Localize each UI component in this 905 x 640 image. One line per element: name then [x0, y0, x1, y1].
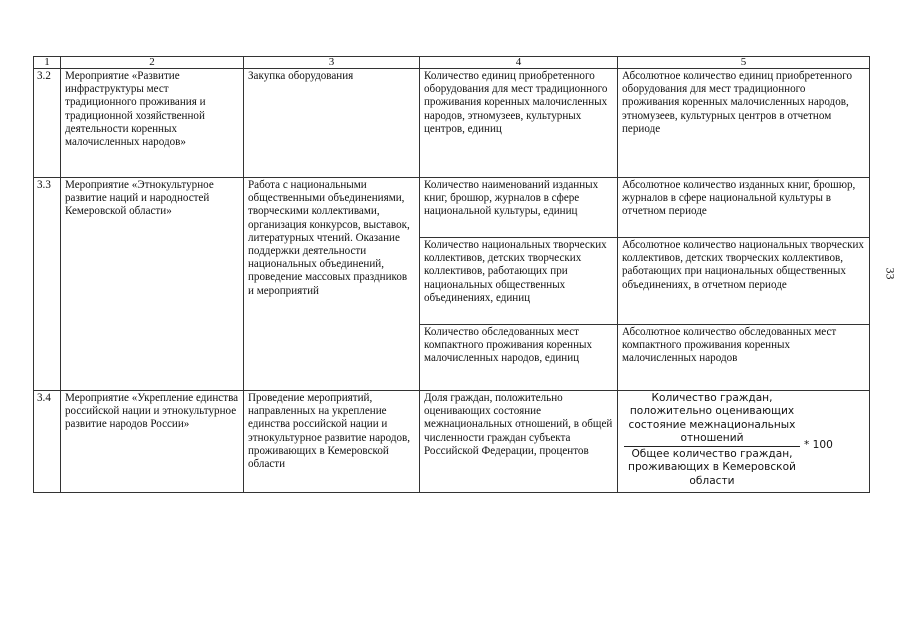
- event-cell: Мероприятие «Этнокультурное развитие наций и народностей Кемеровской области»: [61, 178, 244, 391]
- event-cell: Мероприятие «Развитие инфраструктуры мест традиционного проживания и традиционной хозяйственной деятельности коренных малочисленных народов»: [61, 69, 244, 178]
- row-number: 3.2: [34, 69, 61, 178]
- indicator-method-cell: Абсолютное количество национальных творческих коллективов, детских творческих коллективов, работающих при национальных общественных объединениях, в отчетном периоде: [618, 238, 870, 325]
- action-cell: Работа с национальными общественными объединениями, творческими коллективами, организация конкурсов, выставок, литературных чтений. Оказание поддержки деятельности национальных объединений, проведение массовых праздников и мероприятий: [244, 178, 420, 391]
- header-cell-3: 3: [244, 57, 420, 69]
- indicator-method-cell: Абсолютное количество единиц приобретенного оборудования для мест традиционного проживания коренных малочисленных народов, этномузеев, культурных центров в отчетном периоде: [618, 69, 870, 178]
- indicator-method-cell: [618, 391, 870, 493]
- header-cell-4: 4: [420, 57, 618, 69]
- formula-multiplier: * 100: [804, 439, 833, 451]
- header-cell-5: 5: [618, 57, 870, 69]
- formula-numerator: Количество граждан, положительно оценивающих состояние межнациональных отношений: [624, 392, 800, 447]
- indicator-method-cell: Абсолютное количество обследованных мест компактного проживания коренных малочисленных народов: [618, 325, 870, 391]
- indicator-name-cell: Количество обследованных мест компактного проживания коренных малочисленных народов, единиц: [420, 325, 618, 391]
- indicator-name-cell: Доля граждан, положительно оценивающих состояние межнациональных отношений, в общей численности граждан субъекта Российской Федерации, процентов: [420, 391, 618, 493]
- indicator-name-cell: Количество единиц приобретенного оборудования для мест традиционного проживания коренных малочисленных народов, этномузеев, культурных центров, единиц: [420, 69, 618, 178]
- header-row: [34, 57, 870, 69]
- header-cell-2: 2: [61, 57, 244, 69]
- row-number: 3.4: [34, 391, 61, 493]
- action-cell: Закупка оборудования: [244, 69, 420, 178]
- indicator-method-cell: Абсолютное количество изданных книг, брошюр, журналов в сфере национальной культуры в отчетном периоде: [618, 178, 870, 238]
- table-row: [34, 69, 870, 178]
- indicators-table: [33, 56, 870, 493]
- header-cell-1: 1: [34, 57, 61, 69]
- indicator-name-cell: Количество национальных творческих коллективов, детских творческих коллективов, работающих при национальных общественных объединениях, единиц: [420, 238, 618, 325]
- table-row: [34, 178, 870, 238]
- indicator-name-cell: Количество наименований изданных книг, брошюр, журналов в сфере национальной культуры, единиц: [420, 178, 618, 238]
- formula-fraction: [624, 392, 800, 488]
- page-number: 33: [883, 267, 898, 280]
- row-number: 3.3: [34, 178, 61, 391]
- action-cell: Проведение мероприятий, направленных на укрепление единства российской нации и этнокультурное развитие народов, проживающих в Кемеровской области: [244, 391, 420, 493]
- formula: [622, 392, 865, 488]
- table-row: [34, 391, 870, 493]
- document-sheet: [33, 56, 870, 493]
- formula-denominator: Общее количество граждан, проживающих в Кемеровской области: [628, 448, 796, 487]
- event-cell: Мероприятие «Укрепление единства российской нации и этнокультурное развитие народов России»: [61, 391, 244, 493]
